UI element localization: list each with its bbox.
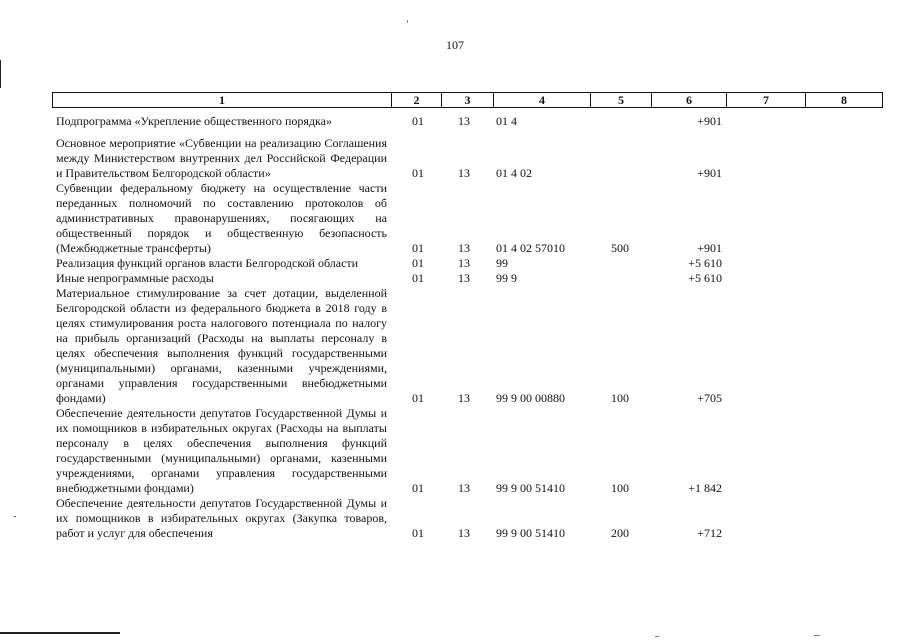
column-header: 6 [652, 93, 727, 108]
scan-dot [14, 516, 16, 517]
scan-mark [407, 20, 408, 23]
table-row [52, 181, 882, 256]
section-code: 01 [412, 256, 424, 270]
row-description: Материальное стимулирование за счет дотации, выделенной Белгородской области из федерального бюджета в 2018 году в целях стимулирования роста налогового потенциала по налогу на прибыль организаций (Расходы на выплаты персоналу в целях обеспечения выполнения функций государственными (муниципальными) органами, казенными учреждениями, органами управления государственными внебюджетными фондами) [56, 286, 387, 405]
subsection-code: 13 [458, 114, 470, 128]
section-code: 01 [412, 241, 424, 255]
subsection-code: 13 [458, 166, 470, 180]
table-row [52, 496, 882, 541]
amount: +5 610 [688, 271, 722, 285]
section-code: 01 [412, 271, 424, 285]
table-row [52, 271, 882, 286]
table-row [52, 256, 882, 271]
section-code: 01 [412, 114, 424, 128]
column-header: 7 [727, 93, 806, 108]
column-header: 3 [442, 93, 494, 108]
column-header: 8 [806, 93, 883, 108]
table-row [52, 406, 882, 496]
target-article-code: 99 9 00 00880 [496, 391, 565, 405]
row-description: Реализация функций органов власти Белгородской области [56, 256, 359, 270]
expense-type-code: 100 [611, 391, 629, 405]
row-description: Обеспечение деятельности депутатов Государственной Думы и их помощников в избирательных округах (Расходы на выплаты персоналу в целях обеспечения выполнения функций государственными (муниципальными) органами, казенными учреждениями, органами управления государственными внебюджетными фондами) [56, 406, 387, 495]
amount: +901 [697, 166, 722, 180]
subsection-code: 13 [458, 271, 470, 285]
amount: +705 [697, 391, 722, 405]
column-header: 1 [53, 93, 392, 108]
subsection-code: 13 [458, 526, 470, 540]
budget-table-body [52, 110, 882, 541]
column-header: 5 [591, 93, 652, 108]
table-row [52, 136, 882, 181]
scan-bottom-line [0, 632, 120, 634]
section-code: 01 [412, 526, 424, 540]
amount: +5 610 [688, 256, 722, 270]
row-description: Иные непрограммные расходы [56, 271, 214, 285]
expense-type-code: 100 [611, 481, 629, 495]
row-description: Подпрограмма «Укрепление общественного порядка» [56, 114, 332, 128]
target-article-code: 01 4 02 57010 [496, 241, 565, 255]
column-header-table [52, 92, 883, 108]
target-article-code: 99 9 00 51410 [496, 481, 565, 495]
subsection-code: 13 [458, 241, 470, 255]
target-article-code: 99 9 00 51410 [496, 526, 565, 540]
amount: +901 [697, 241, 722, 255]
table-row [52, 286, 882, 406]
scan-dot [655, 636, 659, 637]
subsection-code: 13 [458, 481, 470, 495]
row-description: Основное мероприятие «Субвенции на реализацию Соглашения между Министерством внутренних дел Российской Федерации и Правительством Белгородской области» [56, 136, 387, 180]
target-article-code: 99 [496, 256, 508, 270]
subsection-code: 13 [458, 256, 470, 270]
amount: +901 [697, 114, 722, 128]
column-header: 2 [392, 93, 442, 108]
amount: +1 842 [688, 481, 722, 495]
amount: +712 [697, 526, 722, 540]
section-code: 01 [412, 391, 424, 405]
target-article-code: 01 4 [496, 114, 517, 128]
table-row [52, 114, 882, 129]
row-description: Субвенции федеральному бюджету на осуществление части переданных полномочий по составлению протоколов об административных правонарушениях, посягающих на общественный порядок и общественную безопасность (Межбюджетные трансферты) [56, 181, 387, 255]
expense-type-code: 500 [611, 241, 629, 255]
scan-dot [814, 635, 820, 636]
header-row [53, 93, 883, 108]
section-code: 01 [412, 481, 424, 495]
target-article-code: 01 4 02 [496, 166, 532, 180]
scan-edge-mark [0, 60, 1, 88]
row-description: Обеспечение деятельности депутатов Государственной Думы и их помощников в избирательных округах (Закупка товаров, работ и услуг для обеспечения [56, 496, 387, 540]
target-article-code: 99 9 [496, 271, 517, 285]
column-header: 4 [494, 93, 591, 108]
subsection-code: 13 [458, 391, 470, 405]
expense-type-code: 200 [611, 526, 629, 540]
section-code: 01 [412, 166, 424, 180]
page-number: 107 [446, 38, 464, 52]
